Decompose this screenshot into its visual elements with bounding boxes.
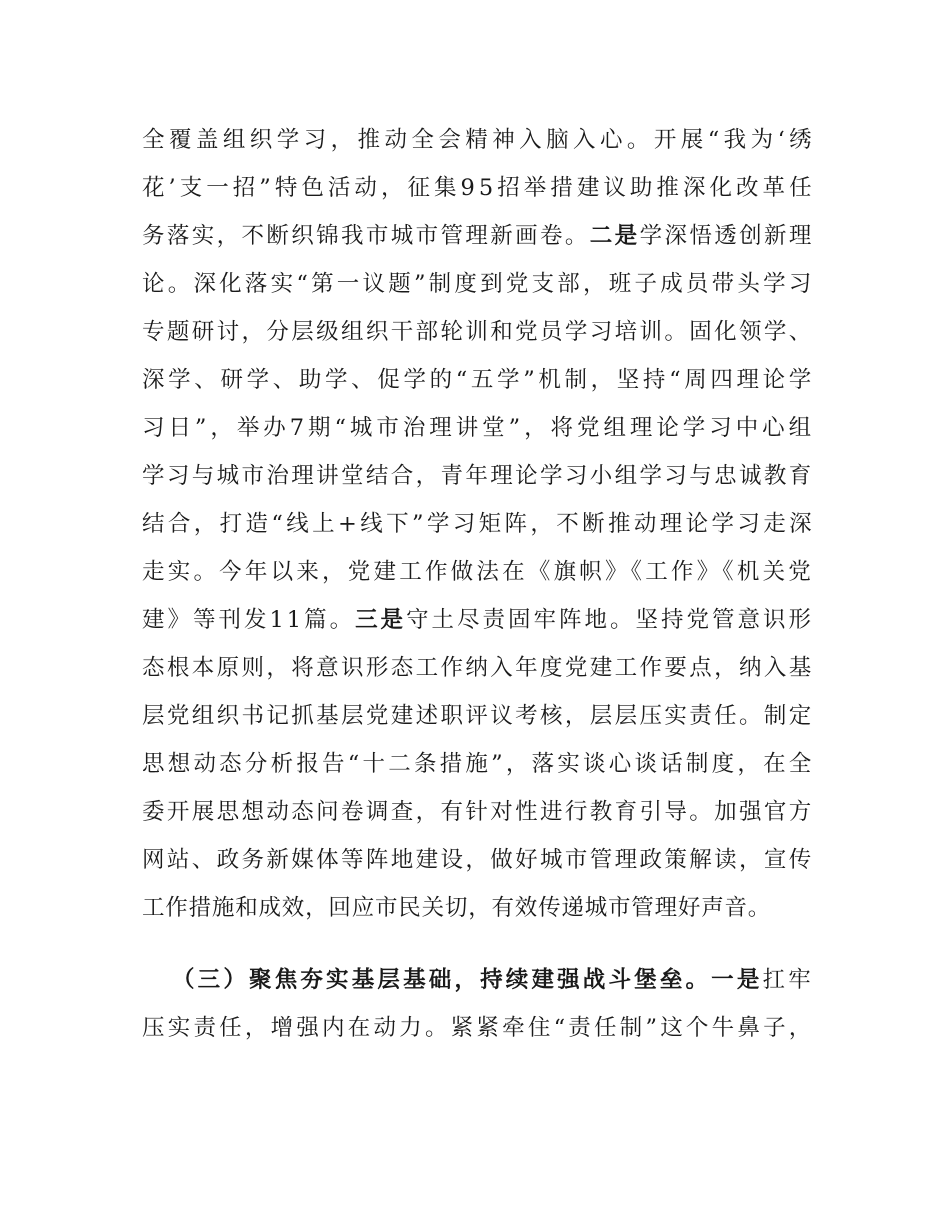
text-segment: 全覆盖组织学习，推动全会精神入脑入心。开展“我为‘绣: [142, 127, 817, 153]
text-segment: 网站、政务新媒体等阵地建设，做好城市管理政策解读，宣传: [142, 847, 814, 873]
text-line: [142, 552, 814, 592]
text-line: [142, 744, 815, 784]
text-line: [142, 120, 816, 160]
text-segment: 学习与城市治理讲堂结合，青年理论学习小组学习与忠诚教育: [142, 463, 814, 489]
bold-text-segment: （三）聚焦夯实基层基础，持续建强战斗堡垒。一是: [172, 967, 763, 993]
text-segment: 思想动态分析报告“十二条措施”，落实谈心谈话制度，在全: [142, 751, 815, 777]
text-line: [142, 216, 814, 256]
bold-text-segment: 三是: [355, 607, 407, 633]
text-segment: 论。深化落实“第一议题”制度到党支部，班子成员带头学习: [142, 271, 815, 297]
text-segment: 习日”，举办7期“城市治理讲堂”，将党组理论学习中心组: [142, 415, 816, 441]
text-line: [142, 888, 771, 928]
text-segment: 扛牢: [762, 967, 814, 993]
text-line: [172, 960, 814, 1000]
text-segment: 守土尽责固牢阵地。坚持党管意识形: [406, 607, 814, 633]
text-line: [142, 168, 816, 208]
text-segment: 建》等刊发11篇。: [142, 607, 356, 633]
text-segment: 态根本原则，将意识形态工作纳入年度党建工作要点，纳入基: [142, 655, 814, 681]
text-segment: 层党组织书记抓基层党建述职评议考核，层层压实责任。制定: [142, 703, 814, 729]
text-line: [142, 840, 814, 880]
text-line: [142, 600, 814, 640]
text-segment: 务落实，不断织锦我市城市管理新画卷。: [142, 223, 590, 249]
text-segment: 结合，打造“线上+线下”学习矩阵，不断推动理论学习走深: [142, 511, 816, 537]
text-segment: 专题研讨，分层级组织干部轮训和党员学习培训。固化领学、: [142, 319, 814, 345]
text-segment: 花’支一招”特色活动，征集95招举措建议助推深化改革任: [142, 175, 816, 201]
text-segment: 委开展思想动态问卷调查，有针对性进行教育引导。加强官方: [142, 799, 814, 825]
text-segment: 学深悟透创新理: [639, 223, 814, 249]
text-line: [142, 504, 815, 544]
text-segment: 工作措施和成效，回应市民关切，有效传递城市管理好声音。: [142, 895, 772, 921]
text-line: [142, 792, 814, 832]
text-line: [142, 312, 814, 352]
text-line: [142, 408, 815, 448]
bold-text-segment: 二是: [589, 223, 640, 249]
text-segment: 深学、研学、助学、促学的“五学”机制，坚持“周四理论学: [142, 367, 815, 393]
text-line: [142, 696, 814, 736]
text-line: [142, 1008, 815, 1048]
text-line: [142, 456, 814, 496]
text-segment: 压实责任，增强内在动力。紧紧牵住“责任制”这个牛鼻子，: [142, 1015, 815, 1041]
text-segment: 走实。今年以来，党建工作做法在《旗帜》《工作》《机关党: [142, 559, 815, 585]
text-line: [142, 360, 815, 400]
text-line: [142, 648, 814, 688]
text-line: [142, 264, 815, 304]
